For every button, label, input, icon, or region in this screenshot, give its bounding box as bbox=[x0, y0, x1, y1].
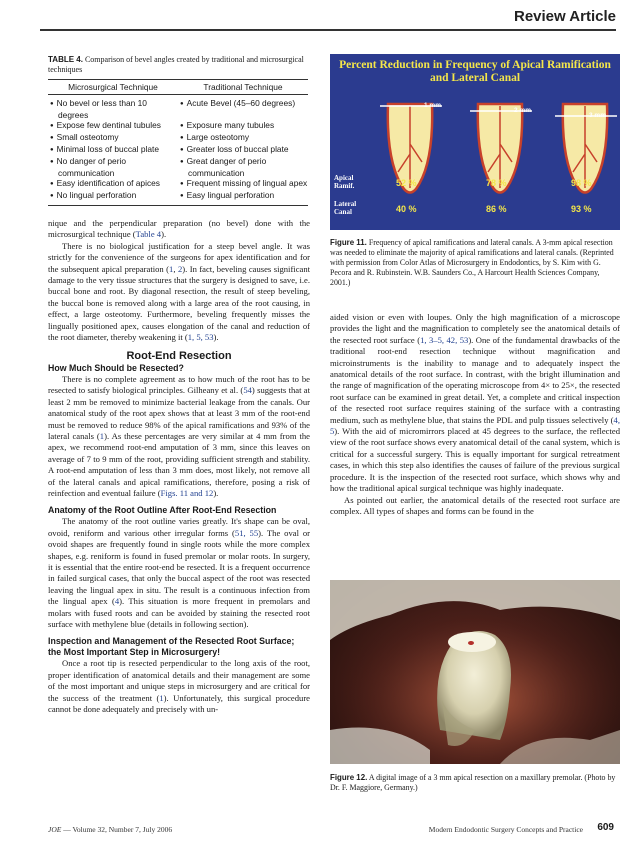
chart-row-label-lateral: Lateral Canal bbox=[334, 200, 357, 216]
table-cell: ● Expose few dentinal tubules bbox=[48, 120, 178, 132]
figure-12-caption bbox=[330, 773, 620, 793]
chart-mm-label: 2 mm bbox=[514, 107, 531, 114]
chart-value-label: 86 % bbox=[486, 204, 507, 214]
subsection-heading: the Most Important Step in Microsurgery! bbox=[48, 647, 221, 658]
figure-caption-text: Frequency of apical ramifications and lateral canals. A 3-mm apical resection was needed to eliminate the majority of apical ramifications and lateral canals. (Reprinted with permission from Color Atlas of Microsurgery in Endodontics, by S. Kim with G. Pecora and R. Rubinstein. W.B. Saunders Co., A Harcourt Health Sciences Company, 2001.) bbox=[330, 238, 614, 287]
table-cell: ● Frequent missing of lingual apex bbox=[178, 178, 308, 190]
table-cell: ● Minimal loss of buccal plate bbox=[48, 144, 178, 156]
citation-link[interactable]: 54 bbox=[243, 385, 252, 396]
figure-label: Figure 12. bbox=[330, 773, 368, 782]
paragraph: Once a root tip is resected perpendicular to the long axis of the root, proper identification of anatomical details and their management are some of the most important and unique steps in microsurgery and are critical for the success of the treatment (1). Unfortunately, this surgical procedure cannot be done adequately and precisely with un- bbox=[48, 658, 311, 715]
chart-value-label: 78 % bbox=[486, 178, 507, 188]
table-cell: ● Greater loss of buccal plate bbox=[178, 144, 308, 156]
subsection-heading: How Much Should be Resected? bbox=[48, 362, 184, 373]
citation-link[interactable]: 1 bbox=[159, 692, 164, 703]
chart-mm-label: 3 mm bbox=[589, 112, 606, 119]
citation-link[interactable]: 1, 5, 53 bbox=[187, 332, 214, 343]
paragraph: The anatomy of the root outline varies greatly. It's shape can be oval, ovoid, reniform and various other irregular forms (51, 55). The oval or ovoid shapes are frequently found in single roots while the more complex shapes, e.g. reniform is found in fused premolar or molar roots. In surgery, it is essential that the entire root-end be resected. It is a frequent occurrence in failed surgical cases, that only the buccal aspect of the root was resected leaving the lingual apex in situ. The result is a continuous infection from the lingual apex (4). This situation is more frequent in premolars and molars with fused roots and can be avoided by staining the resected root surface with methylene blue (details in following section). bbox=[48, 516, 311, 629]
table-cell: ● Acute Bevel (45–60 degrees) bbox=[178, 98, 308, 110]
subsection-heading: Anatomy of the Root Outline After Root-End Resection bbox=[48, 505, 277, 516]
table-cell: ● Exposure many tubules bbox=[178, 120, 308, 132]
page-number: 609 bbox=[597, 822, 614, 833]
right-column bbox=[330, 312, 620, 517]
table-cell: ● No lingual perforation bbox=[48, 190, 178, 202]
paragraph: There is no biological justification for a steep bevel angle. It was strictly for the convenience of the surgeons for apex identification and for the subsequent apical preparation (1, 2). In fact, beveling causes significant damage to the very tissue structures that the surgery is designed to save, i.e. buccal bone and root. By diagonal resection, the result of steep beveling, the buccal bone is removed along with a large area of the root causing, in effect, a large osteotomy. Furthermore, beveling frequently misses the lingually positioned apex, causes elongation of the canal and reduction of the root diameter, thereby weakening it (1, 5, 53). bbox=[48, 240, 311, 343]
table-label: TABLE 4. bbox=[48, 55, 83, 64]
table-cell: ● Large osteotomy bbox=[178, 132, 308, 144]
footer-article-title: Modern Endodontic Surgery Concepts and Practice bbox=[428, 825, 583, 834]
left-column bbox=[48, 218, 310, 715]
paragraph: There is no complete agreement as to how much of the root has to be resected to satisfy biological principles. Gilheany et al. (54) suggests that at least 2 mm be removed to minimize bacterial leakage from the canals. Our anatomical study of the root apex shows that at least 3 mm of the root-end must be removed to reduce 98% of the apical ramifications and 93% of the lateral canals (1). As these percentages are very similar at 4 mm from the apex, we recommend root-end amputation of 3 mm, since this leaves on average of 7 to 9 mm of the root, providing sufficient strength and stability. A root-end amputation of less than 3 mm does, most likely, not remove all of the lateral canals and apical ramifications, therefore, posing a risk of reinfection and eventual failure (Figs. 11 and 12). bbox=[48, 373, 310, 498]
figure-11-caption bbox=[330, 238, 620, 288]
table-header-microsurgical: Microsurgical Technique bbox=[48, 80, 178, 95]
resected-premolar-image bbox=[330, 580, 620, 764]
header-rule bbox=[40, 29, 616, 31]
chart-row-label-apical: Apical Ramif. bbox=[334, 174, 355, 190]
table-4 bbox=[48, 79, 308, 206]
table-cell: ● Easy identification of apices bbox=[48, 178, 178, 190]
figure-ref-link[interactable]: Figs. 11 and 12 bbox=[160, 487, 214, 498]
citation-link[interactable]: 4, 5 bbox=[330, 414, 620, 437]
subsection-heading: Inspection and Management of the Resected Root Surface; bbox=[48, 636, 295, 647]
chart-value-label: 93 % bbox=[571, 204, 592, 214]
figure-11-chart bbox=[330, 54, 620, 230]
figure-caption-text: A digital image of a 3 mm apical resection on a maxillary premolar. (Photo by Dr. F. Maggiore, Germany.) bbox=[330, 773, 616, 792]
chart-value-label: 40 % bbox=[396, 204, 417, 214]
table-caption bbox=[48, 55, 308, 75]
citation-link[interactable]: 51, 55 bbox=[234, 527, 259, 538]
citation-link[interactable]: 2 bbox=[177, 263, 183, 274]
citation-link[interactable]: 1 bbox=[169, 263, 174, 274]
footer-journal: JOE — Volume 32, Number 7, July 2006 bbox=[48, 825, 173, 834]
table-cell: ● Easy lingual perforation bbox=[178, 190, 308, 202]
chart-mm-label: 1 mm bbox=[424, 102, 441, 109]
table-cell: ● Small osteotomy bbox=[48, 132, 178, 144]
table-cell: ● No danger of perio communication bbox=[48, 156, 178, 178]
table-ref-link[interactable]: Table 4 bbox=[135, 229, 162, 240]
chart-value-label: 98 % bbox=[571, 178, 592, 188]
chart-title: Percent Reduction in Frequency of Apical Ramification and Lateral Canal bbox=[339, 59, 611, 84]
citation-link[interactable]: 4 bbox=[114, 596, 120, 607]
citation-link[interactable]: 1, 3–5, 42, 53 bbox=[420, 334, 469, 345]
paragraph: As pointed out earlier, the anatomical details of the resected root surface are complex. All types of shapes and forms can be found in the bbox=[330, 494, 620, 516]
table-header-traditional: Traditional Technique bbox=[178, 80, 308, 95]
section-heading: Root-End Resection bbox=[126, 350, 232, 363]
table-cell: ● No bevel or less than 10 degrees bbox=[48, 98, 178, 120]
table-cell: ● Great danger of perio communication bbox=[178, 156, 308, 178]
chart-value-label: 52 % bbox=[396, 178, 417, 188]
paragraph: aided vision or even with loupes. Only the high magnification of a microscope provides the light and the magnification to completely see the anatomical details of the resected root surface (1, 3–5, 42, 53). One of the fundamental drawbacks of the traditional root-end resection technique without magnification and microinstruments is the inability to manage and to adequately inspect the anatomical details of the root surface. In contrast, with the bright illumination and the range of magnification of the operating microscope from 4× to 25×, the resected root surface can be examined in great detail. Yet, a complete and critical inspection of the resected root surface requires staining of the surface with a contrasting medium, such as methylene blue, that stains the PDL and pulp tissues selectively (4, 5). With the aid of micromirrors placed at 45 degrees to the surface, the reflected view of the root surface shows every anatomical detail of the canal system, which is critical for a successful surgery. This is equally important for surgical retreatment cases, in which this step also identifies the causes of failure of the previous surgical procedure. It is the inspection of the resected root surface, which shows why and how the traditional apical surgical technique was highly inadequate. bbox=[330, 312, 620, 494]
figure-12-photo bbox=[330, 580, 620, 764]
table-caption-text: Comparison of bevel angles created by traditional and microsurgical techniques bbox=[48, 55, 304, 74]
paragraph: nique and the perpendicular preparation (no bevel) done with the microsurgical technique (Table 4). bbox=[48, 218, 310, 240]
section-title: Review Article bbox=[514, 8, 616, 25]
figure-label: Figure 11. bbox=[330, 238, 367, 247]
citation-link[interactable]: 1 bbox=[99, 430, 105, 441]
